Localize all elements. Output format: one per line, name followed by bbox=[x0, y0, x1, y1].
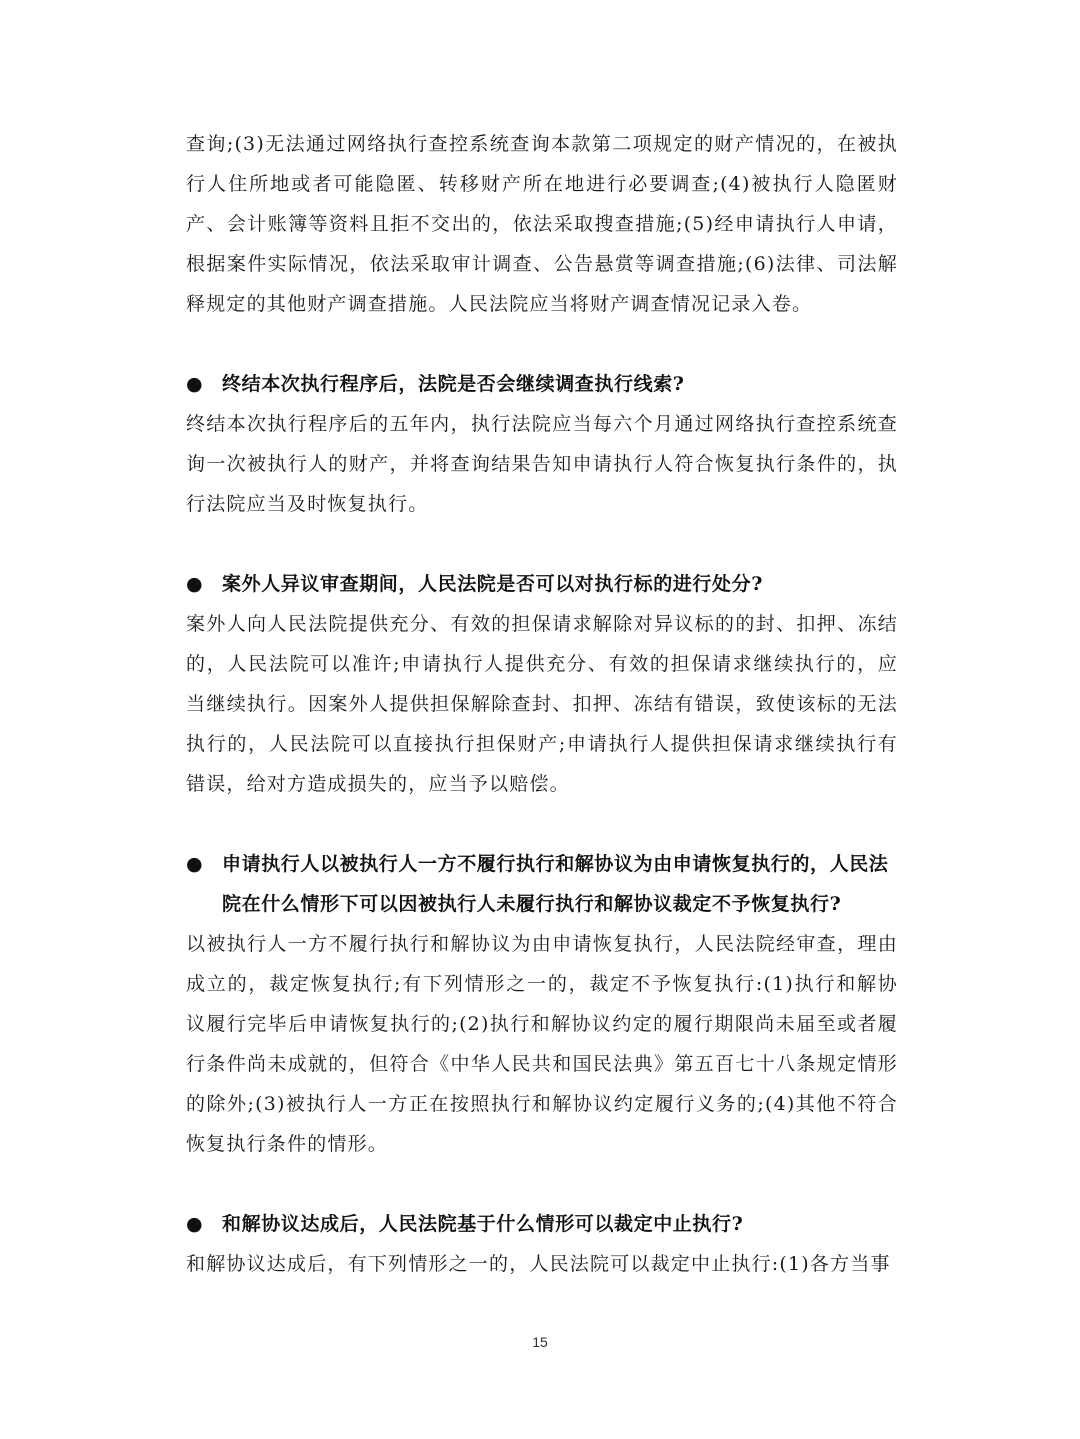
paragraph-answer-outsider-objection: 案外人向人民法院提供充分、有效的担保请求解除对异议标的的封、扣押、冻结的，人民法院可以准许;申请执行人提供充分、有效的担保请求继续执行的，应当继续执行。因案外人提供担保解除查封、扣押、冻结有错误，致使该标的无法执行的，人民法院可以直接执行担保财产;申请执行人提供担保请求继续执行有错误，给对方造成损失的，应当予以赔偿。 bbox=[186, 613, 898, 795]
question-heading-resume-execution bbox=[186, 844, 898, 924]
question-heading-continued-investigation bbox=[186, 364, 898, 404]
question-text: 终结本次执行程序后，法院是否会继续调查执行线索? bbox=[222, 373, 685, 395]
page-number: 15 bbox=[532, 1334, 548, 1350]
question-text: 和解协议达成后，人民法院基于什么情形可以裁定中止执行? bbox=[222, 1213, 744, 1235]
bullet-icon: ● bbox=[186, 1213, 203, 1235]
bullet-icon: ● bbox=[186, 573, 203, 595]
bullet-icon: ● bbox=[186, 373, 203, 395]
paragraph-answer-resume-execution: 以被执行人一方不履行执行和解协议为由申请恢复执行，人民法院经审查，理由成立的，裁定恢复执行;有下列情形之一的，裁定不予恢复执行:(1)执行和解协议履行完毕后申请恢复执行的;(2)执行和解协议约定的履行期限尚未届至或者履行条件尚未成就的，但符合《中华人民共和国民法典》第五百七十八条规定情形的除外;(3)被执行人一方正在按照执行和解协议约定履行义务的;(4)其他不符合恢复执行条件的情形。 bbox=[186, 933, 898, 1155]
paragraph-property-investigation: 查询;(3)无法通过网络执行查控系统查询本款第二项规定的财产情况的，在被执行人住所地或者可能隐匿、转移财产所在地进行必要调查;(4)被执行人隐匿财产、会计账簿等资料且拒不交出的，依法采取搜查措施;(5)经申请执行人申请，根据案件实际情况，依法采取审计调查、公告悬赏等调查措施;(6)法律、司法解释规定的其他财产调查措施。人民法院应当将财产调查情况记录入卷。 bbox=[186, 133, 898, 315]
question-heading-outsider-objection bbox=[186, 564, 898, 604]
paragraph-answer-continued-investigation: 终结本次执行程序后的五年内，执行法院应当每六个月通过网络执行查控系统查询一次被执行人的财产，并将查询结果告知申请执行人符合恢复执行条件的，执行法院应当及时恢复执行。 bbox=[186, 413, 898, 515]
question-text: 案外人异议审查期间，人民法院是否可以对执行标的进行处分? bbox=[222, 573, 763, 595]
question-text: 申请执行人以被执行人一方不履行执行和解协议为由申请恢复执行的，人民法院在什么情形下可以因被执行人未履行执行和解协议裁定不予恢复执行? bbox=[222, 853, 889, 915]
bullet-icon: ● bbox=[186, 853, 203, 875]
question-heading-suspend-execution bbox=[186, 1204, 898, 1244]
paragraph-answer-suspend-execution: 和解协议达成后，有下列情形之一的，人民法院可以裁定中止执行:(1)各方当事 bbox=[186, 1253, 891, 1275]
